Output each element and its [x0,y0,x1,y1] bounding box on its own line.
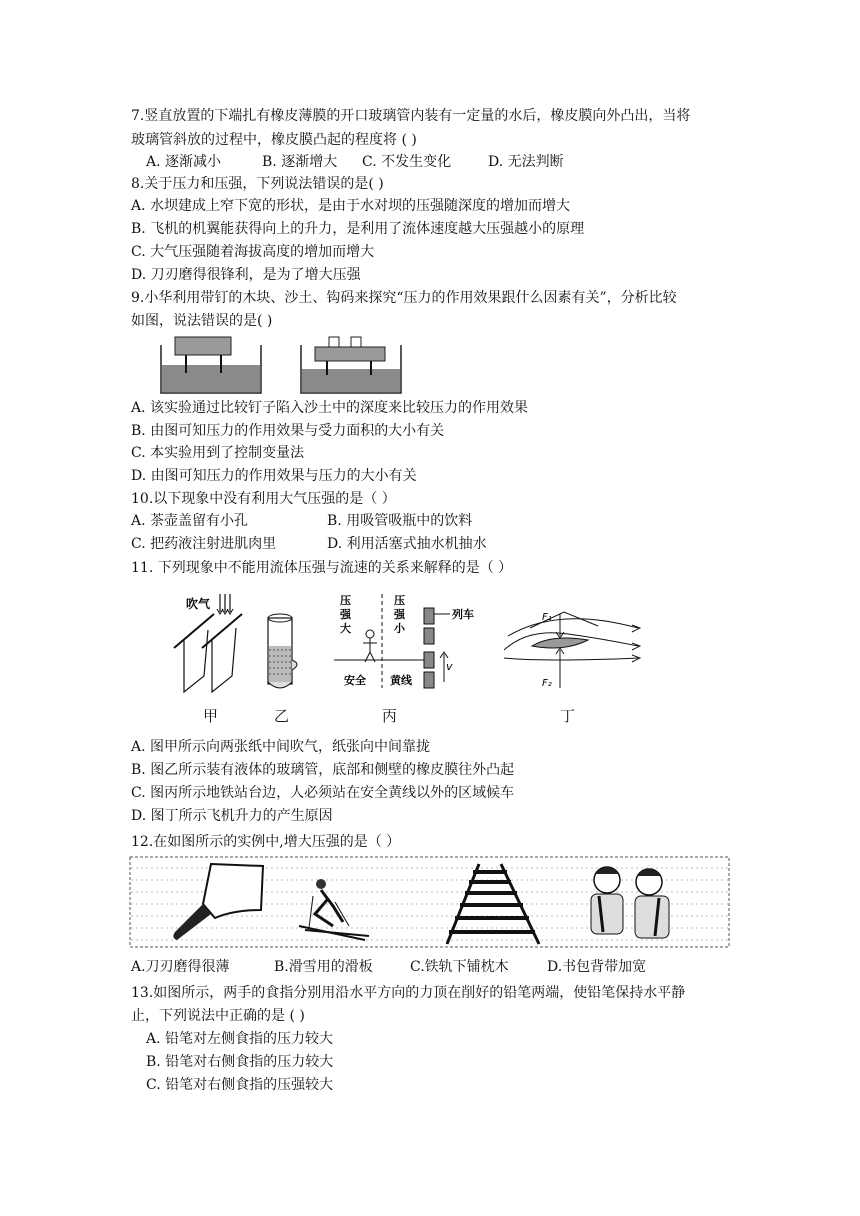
q11-option-b: B. 图乙所示装有液体的玻璃管，底部和侧壁的橡皮膜往外凸起 [131,762,515,778]
q9-option-c: C. 本实验用到了控制变量法 [131,445,305,461]
q12-option-a: A.刀刃磨得很薄 [131,959,230,975]
q9-option-a: A. 该实验通过比较钉子陷入沙土中的深度来比较压力的作用效果 [131,400,529,416]
q7-option-c: C. 不发生变化 [362,154,452,170]
fig-yi-glass-tube [268,614,297,688]
q12-option-d: D.书包背带加宽 [547,959,647,975]
q9-nail-experiment-figure [155,331,415,397]
q13-option-c: C. 铅笔对右侧食指的压强较大 [146,1077,334,1093]
caption-yi: 乙 [274,707,290,725]
yellow-line-label: 黄线 [390,674,412,687]
q11-option-a: A. 图甲所示向两张纸中间吹气，纸张向中间靠拢 [131,739,431,755]
low-pressure-char1: 压 [394,594,405,607]
q9-option-b: B. 由图可知压力的作用效果与受力面积的大小有关 [131,423,445,439]
q7-stem-line2: 玻璃管斜放的过程中，橡皮膜凸起的程度将 ( ) [131,132,417,148]
q13-option-b: B. 铅笔对右侧食指的压力较大 [146,1054,334,1070]
q13-stem-line2: 止，下列说法中正确的是 ( ) [131,1008,305,1024]
fig-ding-airplane-wing [504,612,640,689]
q8-stem: 8.关于压力和压强，下列说法错误的是( ) [131,176,384,192]
q8-option-c: C. 大气压强随着海拔高度的增加而增大 [131,244,375,260]
sand-tray-left [161,337,261,393]
q13-stem-line1: 13.如图所示，两手的食指分别用沿水平方向的力顶在削好的铅笔两端，使铅笔保持水平静 [131,985,686,1001]
velocity-label: v [446,660,453,673]
q7-option-d: D. 无法判断 [488,154,564,170]
q7-option-b: B. 逐渐增大 [262,154,338,170]
q9-stem-line2: 如图，说法错误的是( ) [131,313,273,329]
low-pressure-char3: 小 [394,622,405,635]
q12-option-c: C.铁轨下铺枕木 [410,959,509,975]
q8-option-d: D. 刀刃磨得很锋利，是为了增大压强 [131,267,361,283]
q10-option-a: A. 茶壶盖留有小孔 [131,513,249,529]
high-pressure-char3: 大 [340,622,351,635]
q9-stem-line1: 9.小华利用带钉的木块、沙土、钩码来探究“压力的作用效果跟什么因素有关”，分析比较 [131,290,677,306]
q8-option-a: A. 水坝建成上窄下宽的形状，是由于水对坝的压强随深度的增加而增大 [131,198,571,214]
low-pressure-char2: 强 [394,608,405,621]
f1-label: F₁ [542,612,552,623]
q11-fluid-pressure-figure [168,588,648,698]
q10-stem: 10.以下现象中没有利用大气压强的是（ ） [131,491,396,507]
f2-label: F₂ [542,678,552,689]
q13-option-a: A. 铅笔对左侧食指的压力较大 [146,1031,334,1047]
caption-bing: 丙 [382,707,398,725]
q10-option-b: B. 用吸管吸瓶中的饮料 [327,513,473,529]
caption-ding: 丁 [560,707,576,725]
sand-tray-right [301,337,401,393]
fig-bing-subway-platform [334,593,474,688]
high-pressure-char1: 压 [340,594,351,607]
q10-option-d: D. 利用活塞式抽水机抽水 [327,536,487,552]
q7-option-a: A. 逐渐减小 [146,154,222,170]
q11-option-c: C. 图丙所示地铁站台边，人必须站在安全黄线以外的区域候车 [131,785,515,801]
high-pressure-char2: 强 [340,608,351,621]
q12-option-b: B.滑雪用的滑板 [274,959,373,975]
q12-pressure-examples-figure [129,856,730,948]
q11-stem: 11. 下列现象中不能用流体压强与流速的关系来解释的是（ ） [131,560,513,576]
q11-option-d: D. 图丁所示飞机升力的产生原因 [131,808,333,824]
train-label: 列车 [452,608,474,621]
blow-label: 吹气 [186,597,211,611]
q8-option-b: B. 飞机的机翼能获得向上的升力，是利用了流体速度越大压强越小的原理 [131,221,585,237]
q7-stem-line1: 7.竖直放置的下端扎有橡皮薄膜的开口玻璃管内装有一定量的水后，橡皮膜向外凸出，当将 [131,108,691,124]
safe-label: 安全 [344,674,366,687]
q12-stem: 12.在如图所示的实例中,增大压强的是（ ） [131,834,401,850]
fig-jia-paper-sheets [174,594,242,692]
caption-jia: 甲 [203,707,219,725]
q10-option-c: C. 把药液注射进肌肉里 [131,536,277,552]
q9-option-d: D. 由图可知压力的作用效果与压力的大小有关 [131,468,417,484]
